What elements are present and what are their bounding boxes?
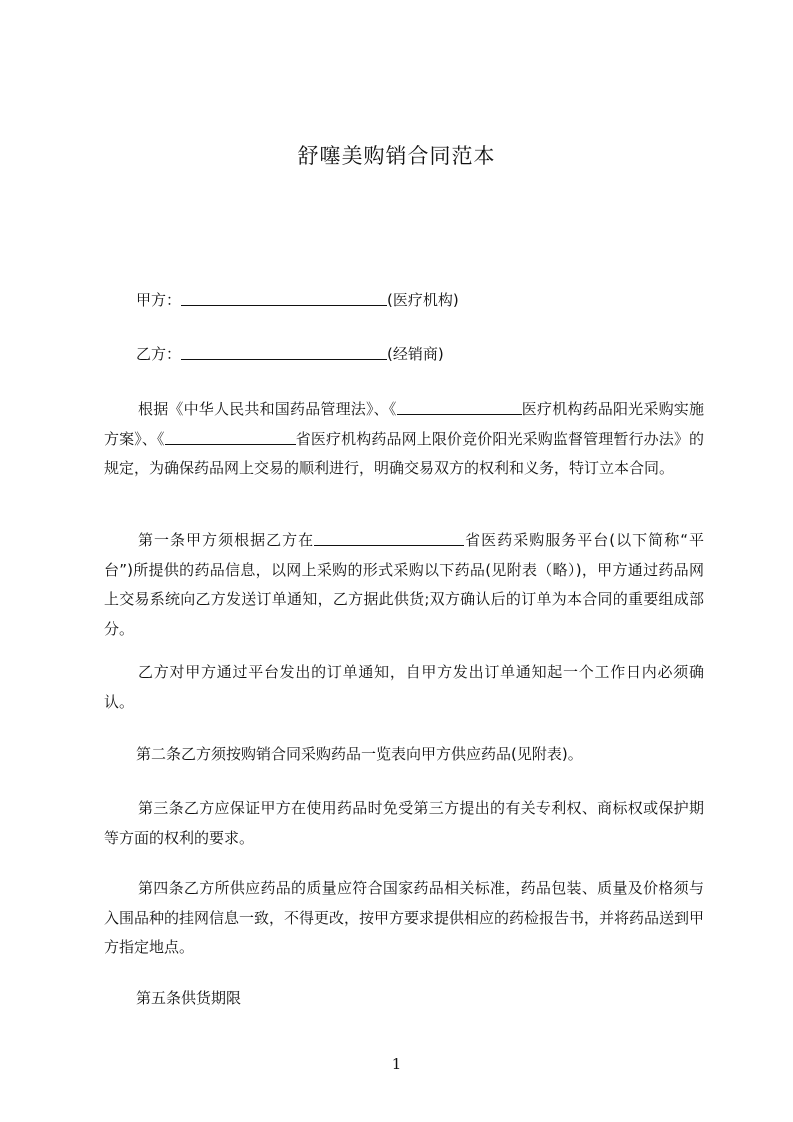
intro-blank-2 (165, 429, 296, 445)
article-1-text-2: 省医药采购服务平台(以下简称“平台”)所提供的药品信息，以网上采购的形式采购以下药品(见附表（略）)，甲方通过药品网上交易系统向乙方发送订单通知，乙方据此供货;双方确认后的订单为本合同的重要组成部分。 (104, 531, 704, 638)
article-1-paragraph (104, 526, 704, 644)
article-4-paragraph: 第四条乙方所供应药品的质量应符合国家药品相关标准，药品包装、质量及价格须与入围品种的挂网信息一致，不得更改，按甲方要求提供相应的药检报告书，并将药品送到甲方指定地点。 (104, 879, 705, 956)
intro-text-1: 根据《中华人民共和国药品管理法》、《 (138, 400, 397, 418)
article-3-paragraph: 第三条乙方应保证甲方在使用药品时免受第三方提出的有关专利权、商标权或保护期等方面的权利的要求。 (104, 799, 704, 847)
intro-blank-1 (397, 399, 522, 415)
page-title: 舒噻美购销合同范本 (297, 144, 496, 168)
party-b-label: 乙方： (136, 345, 182, 363)
party-a-suffix: (医疗机构) (387, 291, 459, 309)
confirm-paragraph: 乙方对甲方通过平台发出的订单通知，自甲方发出订单通知起一个工作日内必须确认。 (104, 663, 704, 711)
page-number: 1 (391, 1055, 402, 1073)
intro-text-2: 医疗机构药品阳光采购实施方案》、《 (104, 400, 704, 448)
party-a-line (104, 286, 704, 316)
party-b-line (104, 340, 704, 370)
party-b-blank (181, 344, 387, 360)
intro-text-3: 省医疗机构药品网上限价竞价阳光采购监督管理暂行办法》的规定，为确保药品网上交易的顺利进行，明确交易双方的权利和义务，特订立本合同。 (104, 429, 704, 477)
article-1-text-1: 第一条甲方须根据乙方在 (138, 531, 315, 549)
intro-paragraph (104, 395, 704, 484)
article-1-blank (314, 530, 464, 546)
article-5-heading: 第五条供货期限 (136, 989, 242, 1007)
party-a-label: 甲方： (136, 291, 182, 309)
party-b-suffix: (经销商) (387, 345, 444, 363)
article-2-paragraph: 第二条乙方须按购销合同采购药品一览表向甲方供应药品(见附表)。 (136, 745, 583, 763)
party-a-blank (181, 290, 387, 306)
